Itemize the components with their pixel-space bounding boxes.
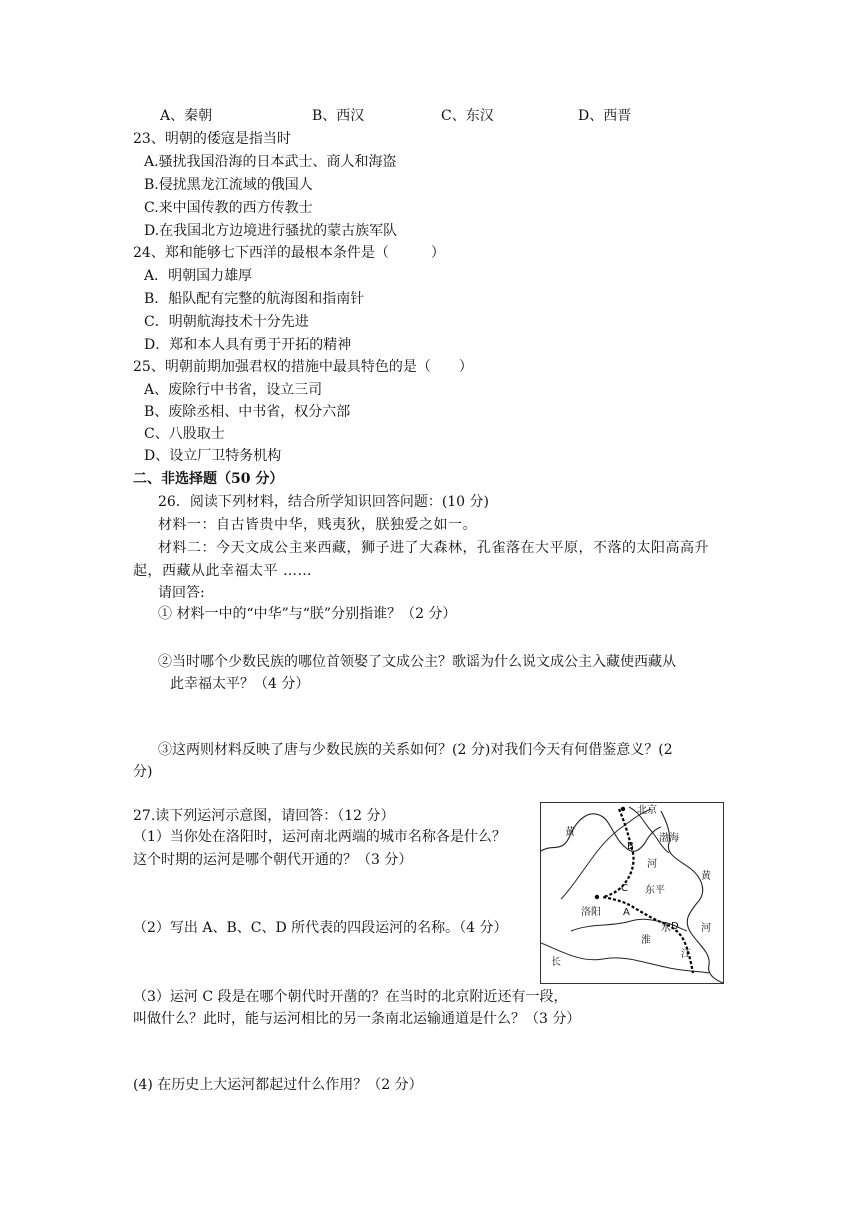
he-upper-label: 河	[647, 859, 657, 870]
q25-option-c: C、八股取士	[144, 426, 225, 442]
q22-option-d: D、西晋	[578, 108, 632, 124]
q27-sub-2: （2）写出 A、B、C、D 所代表的四段运河的名称。（4 分）	[133, 920, 508, 936]
q27-stem: 27.读下列运河示意图，请回答：（12 分）	[133, 808, 395, 824]
q26-sub-2-line-2: 此幸福太平？（4 分）	[170, 676, 310, 692]
chang-label: 长	[551, 957, 561, 968]
q27-sub-3-line-2: 叫做什么？此时，能与运河相比的另一条南北运输通道是什么？（3 分）	[133, 1011, 581, 1027]
jiang-label: 江	[681, 949, 691, 960]
q26-sub-3-line-2: 分)	[133, 764, 153, 780]
segment-d-label: D	[671, 921, 679, 932]
section-heading: 二、非选择题（50 分）	[133, 471, 284, 487]
segment-a-label: A	[623, 907, 630, 918]
q25-option-d: D、设立厂卫特务机构	[144, 448, 282, 464]
q25-option-a: A、废除行中书省，设立三司	[144, 382, 323, 398]
q24-option-a: A．明朝国力雄厚	[144, 268, 253, 284]
canal-map	[540, 802, 724, 984]
q24-option-c: C．明朝航海技术十分先进	[144, 314, 309, 330]
huang-right-label: 黄	[701, 871, 711, 882]
luoyang-dot	[595, 895, 599, 899]
q24-stem: 24、郑和能够七下西洋的最根本条件是（ ）	[133, 245, 445, 261]
q22-option-a: A、秦朝	[160, 108, 213, 124]
bohai-label: 渤海	[659, 833, 679, 844]
huai-label: 淮	[641, 935, 651, 946]
q26-material-2-line-2: 起，西藏从此幸福太平 ……	[133, 563, 312, 579]
q25-stem: 25、明朝前期加强君权的措施中最具特色的是（ ）	[133, 359, 473, 375]
huang-left-label: 黄	[565, 827, 575, 838]
q23-option-c: C.来中国传教的西方传教士	[144, 200, 313, 216]
q26-material-1: 材料一：自古皆贵中华，贱夷狄，朕独爱之如一。	[158, 517, 477, 533]
yellow-river-course	[561, 809, 651, 899]
q26-material-2-line-1: 材料二：今天文成公主来西藏，狮子进了大森林，孔雀落在大平原，不落的太阳高高升	[158, 540, 709, 556]
q24-option-b: B．船队配有完整的航海图和指南针	[144, 291, 365, 307]
q23-option-a: A.骚扰我国沿海的日本武士、商人和海盗	[144, 154, 397, 170]
he-lower-label: 河	[701, 923, 711, 934]
q26-prompt: 请回答:	[158, 585, 205, 601]
q25-option-b: B、废除丞相、中书省，权分六部	[144, 404, 351, 420]
q27-sub-3-line-1: （3）运河 C 段是在哪个朝代时开凿的？在当时的北京附近还有一段，	[133, 989, 568, 1005]
q26-sub-3-line-1: ③这两则材料反映了唐与少数民族的关系如何？(2 分)对我们今天有何借鉴意义？(2	[158, 742, 673, 758]
q23-option-d: D.在我国北方边境进行骚扰的蒙古族军队	[144, 223, 398, 239]
luoyang-label: 洛阳	[581, 907, 601, 918]
q22-option-c: C、东汉	[441, 108, 494, 124]
beijing-label: 北京	[637, 805, 657, 816]
q26-stem: 26．阅读下列材料，结合所学知识回答问题：(10 分)	[158, 494, 490, 510]
q27-sub-4: (4) 在历史上大运河都起过什么作用？（2 分）	[133, 1077, 423, 1093]
q26-sub-1: ① 材料一中的“中华”与“朕”分别指谁？（2 分）	[158, 606, 457, 622]
q24-option-d: D．郑和本人具有勇于开拓的精神	[144, 337, 352, 353]
q26-sub-2-line-1: ②当时哪个少数民族的哪位首领娶了文成公主？歌谣为什么说文成公主入藏使西藏从	[158, 654, 676, 670]
q27-sub-1-line-2: 这个时期的运河是哪个朝代开通的？（3 分）	[133, 852, 413, 868]
segment-b-label: B	[627, 841, 634, 852]
q23-stem: 23、明朝的倭寇是指当时	[133, 131, 291, 147]
q23-option-b: B.侵扰黑龙江流域的俄国人	[144, 177, 313, 193]
dongping-label: 东平	[645, 885, 665, 896]
beijing-dot	[621, 807, 625, 811]
segment-c-label: C	[621, 883, 628, 894]
q27-sub-1-line-1: （1）当你处在洛阳时，运河南北两端的城市名称各是什么？	[133, 829, 506, 845]
q22-option-b: B、西汉	[312, 108, 365, 124]
shui-label: 水	[661, 923, 671, 934]
